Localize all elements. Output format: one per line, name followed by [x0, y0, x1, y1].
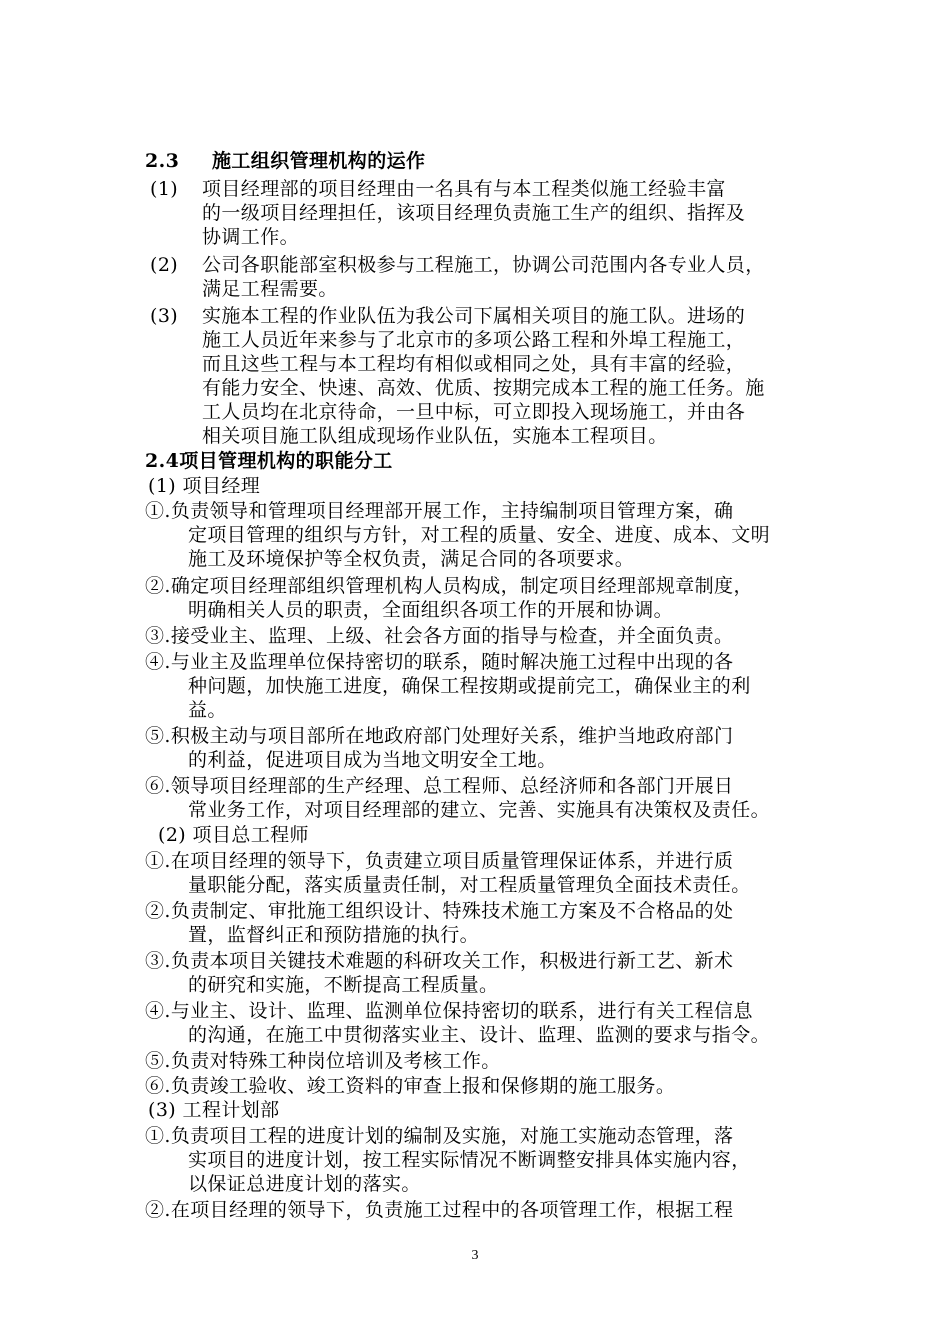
paragraph-line: 项目经理部的项目经理由一名具有与本工程类似施工经验丰富 — [202, 178, 726, 200]
section-2-4-title: 2.4项目管理机构的职能分工 — [145, 450, 393, 472]
list-item-line: 的研究和实施，不断提高工程质量。 — [188, 974, 499, 996]
item-number: (1) — [150, 178, 179, 200]
list-item-line: ③.负责本项目关键技术难题的科研攻关工作，积极进行新工艺、新术 — [145, 950, 734, 972]
list-item-line: 置，监督纠正和预防措施的执行。 — [188, 924, 480, 946]
list-item-line: 常业务工作，对项目经理部的建立、完善、实施具有决策权及责任。 — [188, 799, 771, 821]
subsection-heading: (1) 项目经理 — [148, 475, 261, 497]
paragraph-line: 满足工程需要。 — [202, 278, 338, 300]
paragraph-line: 协调工作。 — [202, 226, 300, 248]
list-item-line: ①.负责项目工程的进度计划的编制及实施，对施工实施动态管理，落 — [145, 1125, 734, 1147]
list-item-line: ②.负责制定、审批施工组织设计、特殊技术施工方案及不合格品的处 — [145, 900, 734, 922]
item-number: (3) — [150, 305, 179, 327]
list-item-line: ①.在项目经理的领导下，负责建立项目质量管理保证体系，并进行质 — [145, 850, 734, 872]
paragraph-line: 实施本工程的作业队伍为我公司下属相关项目的施工队。进场的 — [202, 305, 746, 327]
list-item-line: 的沟通，在施工中贯彻落实业主、设计、监理、监测的要求与指令。 — [188, 1024, 771, 1046]
list-item-line: 种问题，加快施工进度，确保工程按期或提前完工，确保业主的利 — [188, 675, 751, 697]
paragraph-line: 而且这些工程与本工程均有相似或相同之处，具有丰富的经验， — [202, 353, 746, 375]
paragraph-line: 公司各职能部室积极参与工程施工，协调公司范围内各专业人员， — [202, 254, 765, 276]
list-item-line: ⑥.领导项目经理部的生产经理、总工程师、总经济师和各部门开展日 — [145, 775, 734, 797]
list-item-line: ⑤.积极主动与项目部所在地政府部门处理好关系，维护当地政府部门 — [145, 725, 734, 747]
list-item-line: 实项目的进度计划，按工程实际情况不断调整安排具体实施内容， — [188, 1149, 751, 1171]
list-item-line: ③.接受业主、监理、上级、社会各方面的指导与检查，并全面负责。 — [145, 625, 734, 647]
list-item-line: 定项目管理的组织与方针，对工程的质量、安全、进度、成本、文明 — [188, 524, 771, 546]
page-number: 3 — [471, 1248, 479, 1263]
list-item-line: 施工及环境保护等全权负责，满足合同的各项要求。 — [188, 548, 635, 570]
item-number: (2) — [150, 254, 179, 276]
list-item-line: ②.在项目经理的领导下，负责施工过程中的各项管理工作，根据工程 — [145, 1199, 734, 1221]
paragraph-line: 的一级项目经理担任，该项目经理负责施工生产的组织、指挥及 — [202, 202, 746, 224]
paragraph-line: 工人员均在北京待命，一旦中标，可立即投入现场施工，并由各 — [202, 401, 746, 423]
paragraph-line: 相关项目施工队组成现场作业队伍，实施本工程项目。 — [202, 425, 668, 447]
list-item-line: 量职能分配，落实质量责任制，对工程质量管理负全面技术责任。 — [188, 874, 751, 896]
subsection-heading: (2) 项目总工程师 — [158, 824, 309, 846]
paragraph-line: 有能力安全、快速、高效、优质、按期完成本工程的施工任务。施 — [202, 377, 765, 399]
list-item-line: 明确相关人员的职责，全面组织各项工作的开展和协调。 — [188, 599, 674, 621]
list-item-line: 益。 — [188, 699, 227, 721]
list-item-line: ④.与业主及监理单位保持密切的联系，随时解决施工过程中出现的各 — [145, 651, 734, 673]
section-2-3-title: 施工组织管理机构的运作 — [212, 150, 426, 172]
list-item-line: ②.确定项目经理部组织管理机构人员构成，制定项目经理部规章制度， — [145, 575, 753, 597]
section-2-3-number: 2.3 — [145, 150, 180, 172]
subsection-heading: (3) 工程计划部 — [148, 1099, 280, 1121]
list-item-line: ④.与业主、设计、监理、监测单位保持密切的联系，进行有关工程信息 — [145, 1000, 753, 1022]
list-item-line: 以保证总进度计划的落实。 — [188, 1173, 421, 1195]
list-item-line: ⑤.负责对特殊工种岗位培训及考核工作。 — [145, 1050, 501, 1072]
list-item-line: 的利益，促进项目成为当地文明安全工地。 — [188, 749, 557, 771]
list-item-line: ⑥.负责竣工验收、竣工资料的审查上报和保修期的施工服务。 — [145, 1075, 676, 1097]
paragraph-line: 施工人员近年来参与了北京市的多项公路工程和外埠工程施工， — [202, 329, 746, 351]
list-item-line: ①.负责领导和管理项目经理部开展工作，主持编制项目管理方案，确 — [145, 500, 734, 522]
